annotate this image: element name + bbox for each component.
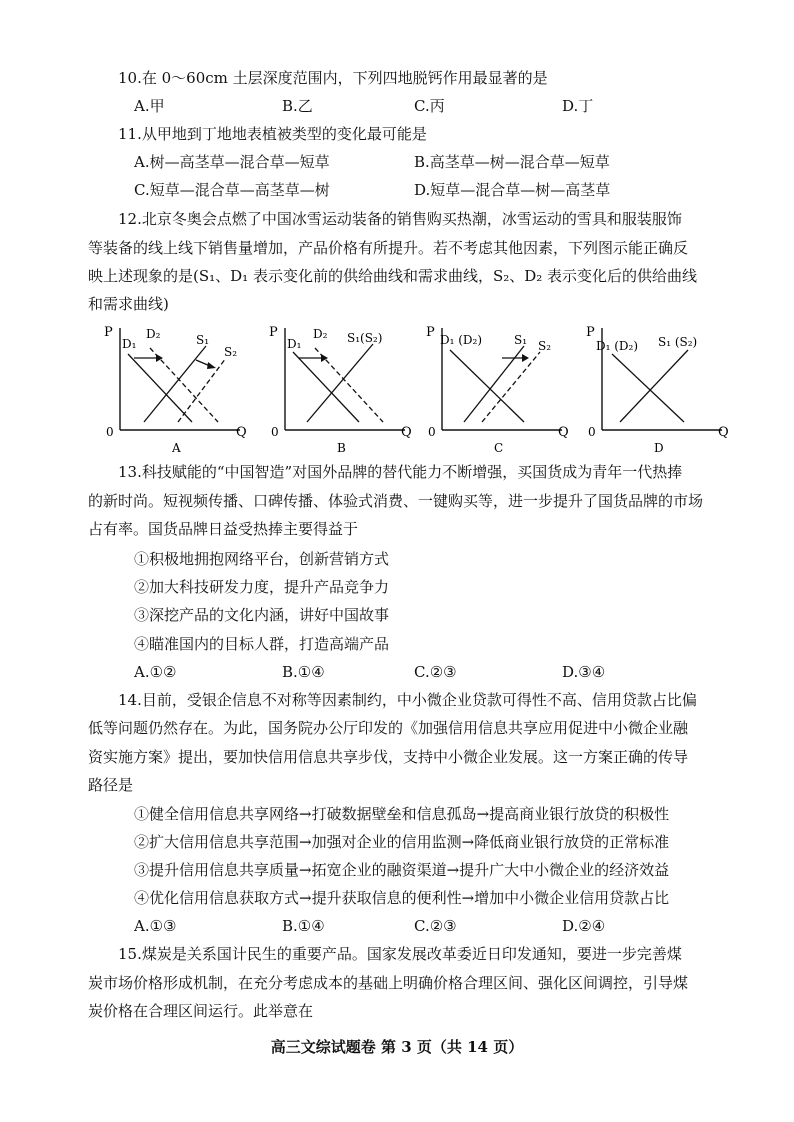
q11-stem: 11.从甲地到丁地地表植被类型的变化最可能是 — [118, 125, 427, 143]
graph-c-caption: C — [494, 441, 504, 455]
graph-b-axis-p: P — [269, 325, 278, 340]
q10-option-d: D.丁 — [562, 97, 594, 115]
q14-option-d: D.②④ — [562, 917, 606, 935]
graph-a-label-s2: S₂ — [224, 345, 238, 359]
graph-b-caption: B — [337, 441, 346, 455]
graph-a-axis-q: Q — [236, 425, 247, 440]
page-footer: 高三文综试题卷 第 3 页（共 14 页） — [270, 1038, 524, 1056]
q14-option-a: A.①③ — [134, 917, 177, 935]
q14-option-c: C.②③ — [414, 917, 457, 935]
graph-a-origin: 0 — [106, 425, 114, 439]
q10-stem: 10.在 0～60cm 土层深度范围内，下列四地脱钙作用最显著的是 — [118, 69, 548, 87]
q10-option-b: B.乙 — [282, 97, 313, 115]
q10-option-a: A.甲 — [134, 97, 165, 115]
q14-option-b: B.①④ — [282, 917, 325, 935]
graph-d-axis-p: P — [586, 325, 595, 340]
graph-c-axis-p: P — [426, 325, 435, 340]
q14-item-2: ②扩大信用信息共享范围→加强对企业的信用监测→降低商业银行放贷的正常标准 — [134, 833, 670, 851]
graph-c-origin: 0 — [428, 425, 436, 439]
graph-d-origin: 0 — [588, 425, 596, 439]
q11-option-c: C.短草—混合草—高茎草—树 — [134, 181, 330, 199]
q12-line-3: 映上述现象的是(S₁、D₁ 表示变化前的供给曲线和需求曲线，S₂、D₂ 表示变化后的供给曲线 — [88, 267, 698, 285]
q13-item-4: ④瞄准国内的目标人群，打造高端产品 — [134, 635, 390, 653]
graph-a-label-s1: S₁ — [196, 333, 210, 347]
graph-b-axis-q: Q — [401, 425, 412, 440]
graph-d-label-s1s2: S₁ (S₂) — [658, 335, 698, 349]
graph-d — [572, 318, 732, 462]
q13-line-2: 的新时尚。短视频传播、口碑传播、体验式消费、一键购买等，进一步提升了国货品牌的市场 — [88, 492, 704, 510]
graph-c-label-d1d2: D₁ (D₂) — [440, 333, 483, 347]
graph-d-caption: D — [654, 441, 664, 455]
q12-line-2: 等装备的线上线下销售量增加，产品价格有所提升。若不考虑其他因素，下列图示能正确反 — [88, 239, 689, 257]
q14-item-1: ①健全信用信息共享网络→打破数据壁垒和信息孤岛→提高商业银行放贷的积极性 — [134, 805, 670, 823]
q13-option-c: C.②③ — [414, 663, 457, 681]
graph-b-label-d1: D₁ — [287, 337, 302, 351]
graph-b-origin: 0 — [271, 425, 279, 439]
graph-c-axis-q: Q — [558, 425, 569, 440]
graph-a-caption: A — [172, 441, 181, 455]
q14-item-3: ③提升信用信息共享质量→拓宽企业的融资渠道→提升广大中小微企业的经济效益 — [134, 861, 670, 879]
q14-line-2: 低等问题仍然存在。为此，国务院办公厅印发的《加强信用信息共享应用促进中小微企业融 — [88, 719, 689, 737]
graph-a-label-d2: D₂ — [146, 327, 161, 341]
q15-line-1: 15.煤炭是关系国计民生的重要产品。国家发展改革委近日印发通知，要进一步完善煤 — [118, 945, 682, 963]
graph-a-axis-p: P — [104, 325, 113, 340]
q14-line-1: 14.目前，受银企信息不对称等因素制约，中小微企业贷款可得性不高、信用贷款占比偏 — [118, 691, 697, 709]
q13-option-b: B.①④ — [282, 663, 325, 681]
graph-d-axis-q: Q — [718, 425, 729, 440]
q13-option-d: D.③④ — [562, 663, 606, 681]
q13-option-a: A.①② — [134, 663, 177, 681]
graph-a — [90, 318, 250, 462]
graph-b-label-s1s2: S₁(S₂) — [347, 331, 383, 345]
q13-item-2: ②加大科技研发力度，提升产品竞争力 — [134, 578, 390, 596]
graph-b — [255, 318, 415, 462]
q11-option-d: D.短草—混合草—树—高茎草 — [414, 181, 611, 199]
q11-option-a: A.树—高茎草—混合草—短草 — [134, 153, 330, 171]
graph-c-label-s2: S₂ — [538, 339, 552, 353]
q12-line-1: 12.北京冬奥会点燃了中国冰雪运动装备的销售购买热潮，冰雪运动的雪具和服装服饰 — [118, 210, 682, 228]
q15-line-2: 炭市场价格形成机制，在充分考虑成本的基础上明确价格合理区间、强化区间调控，引导煤 — [88, 974, 689, 992]
graph-c-label-s1: S₁ — [514, 333, 528, 347]
graph-b-label-d2: D₂ — [313, 327, 328, 341]
q12-line-4: 和需求曲线) — [88, 295, 169, 313]
q13-item-3: ③深挖产品的文化内涵，讲好中国故事 — [134, 606, 390, 624]
q13-line-1: 13.科技赋能的“中国智造”对国外品牌的替代能力不断增强，买国货成为青年一代热捧 — [118, 463, 683, 481]
q14-line-4: 路径是 — [88, 776, 134, 794]
graph-c — [412, 318, 572, 462]
graph-a-label-d1: D₁ — [122, 337, 137, 351]
graph-d-label-d1d2: D₁ (D₂) — [596, 339, 639, 353]
q15-line-3: 炭价格在合理区间运行。此举意在 — [88, 1002, 314, 1020]
q14-line-3: 资实施方案》提出，要加快信用信息共享步伐，支持中小微企业发展。这一方案正确的传导 — [88, 748, 689, 766]
q10-option-c: C.丙 — [414, 97, 445, 115]
q14-item-4: ④优化信用信息获取方式→提升获取信息的便利性→增加中小微企业信用贷款占比 — [134, 889, 670, 907]
q11-option-b: B.高茎草—树—混合草—短草 — [414, 153, 610, 171]
q13-item-1: ①积极地拥抱网络平台，创新营销方式 — [134, 550, 390, 568]
q13-line-3: 占有率。国货品牌日益受热捧主要得益于 — [88, 520, 359, 538]
